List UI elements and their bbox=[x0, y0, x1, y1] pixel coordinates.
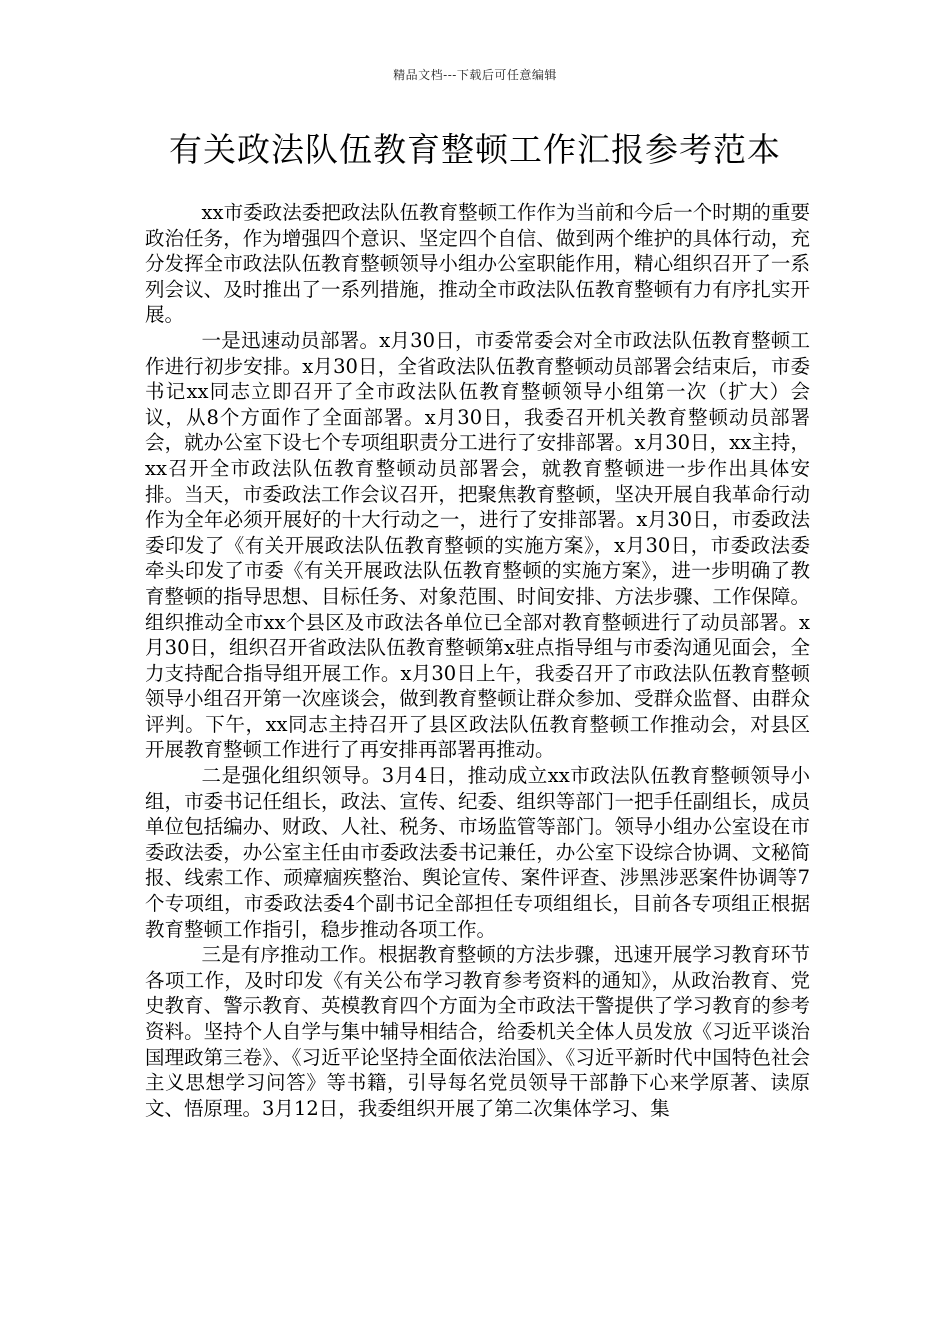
document-body bbox=[145, 200, 810, 1121]
document-title: 有关政法队伍教育整顿工作汇报参考范本 bbox=[169, 130, 781, 169]
paragraph-leadership: 二是强化组织领导。3月4日，推动成立xx市政法队伍教育整顿领导小组，市委书记任组长，政法、宣传、纪委、组织等部门一把手任副组长，成员单位包括编办、财政、人社、税务、市场监管等部门。领导小组办公室设在市委政法委，办公室主任由市委政法委书记兼任，办公室下设综合协调、文秘简报、线索工作、顽瘴痼疾整治、舆论宣传、案件评查、涉黑涉恶案件协调等7个专项组，市委政法委4个副书记全部担任专项组组长，目前各专项组正根据教育整顿工作指引，稳步推动各项工作。 bbox=[145, 764, 810, 941]
paragraph-intro: xx市委政法委把政法队伍教育整顿工作作为当前和今后一个时期的重要政治任务，作为增强四个意识、坚定四个自信、做到两个维护的具体行动，充分发挥全市政法队伍教育整顿领导小组办公室职能作用，精心组织召开了一系列会议、及时推出了一系列措施，推动全市政法队伍教育整顿有力有序扎实开展。 bbox=[145, 201, 810, 327]
paragraph-mobilization: 一是迅速动员部署。x月30日，市委常委会对全市政法队伍教育整顿工作进行初步安排。x月30日，全省政法队伍教育整顿动员部署会结束后，市委书记xx同志立即召开了全市政法队伍教育整顿领导小组第一次（扩大）会议，从8个方面作了全面部署。x月30日，我委召开机关教育整顿动员部署会，就办公室下设七个专项组职责分工进行了安排部署。x月30日，xx主持，xx召开全市政法队伍教育整顿动员部署会，就教育整顿进一步作出具体安排。当天，市委政法工作会议召开，把聚焦教育整顿，坚决开展自我革命行动作为全年必须开展好的十大行动之一，进行了安排部署。x月30日，市委政法委印发了《有关开展政法队伍教育整顿的实施方案》，x月30日，市委政法委牵头印发了市委《有关开展政法队伍教育整顿的实施方案》，进一步明确了教育整顿的指导思想、目标任务、对象范围、时间安排、方法步骤、工作保障。组织推动全市xx个县区及市政法各单位已全部对教育整顿进行了动员部署。x月30日，组织召开省政法队伍教育整顿第x驻点指导组与市委沟通见面会，全力支持配合指导组开展工作。x月30日上午，我委召开了市政法队伍教育整顿领导小组召开第一次座谈会，做到教育整顿让群众参加、受群众监督、由群众评判。下午，xx同志主持召开了县区政法队伍教育整顿工作推动会，对县区开展教育整顿工作进行了再安排再部署再推动。 bbox=[145, 328, 810, 762]
header-note: 精品文档---下载后可任意编辑 bbox=[393, 68, 557, 82]
paragraph-progress: 三是有序推动工作。根据教育整顿的方法步骤，迅速开展学习教育环节各项工作，及时印发《有关公布学习教育参考资料的通知》，从政治教育、党史教育、警示教育、英模教育四个方面为全市政法干警提供了学习教育的参考资料。坚持个人自学与集中辅导相结合，给委机关全体人员发放《习近平谈治国理政第三卷》、《习近平论坚持全面依法治国》、《习近平新时代中国特色社会主义思想学习问答》等书籍，引导每名党员领导干部静下心来学原著、读原文、悟原理。3月12日，我委组织开展了第二次集体学习、集 bbox=[145, 943, 810, 1120]
